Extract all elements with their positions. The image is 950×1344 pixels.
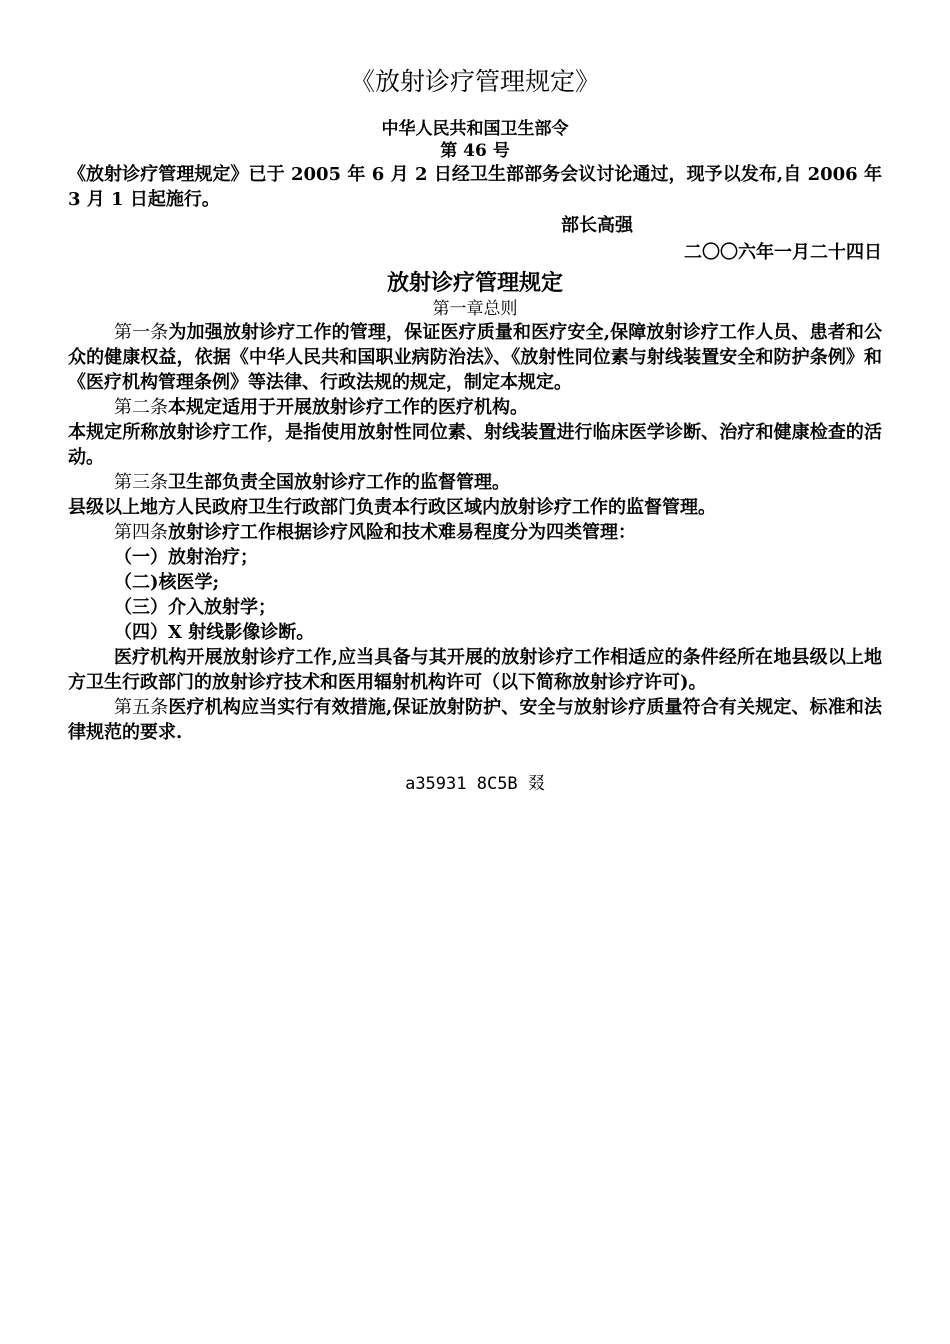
article-2-detail: 本规定所称放射诊疗工作，是指使用放射性同位素、射线装置进行临床医学诊断、治疗和健康检查的活动。 bbox=[68, 422, 882, 468]
document-content bbox=[68, 62, 882, 797]
article-label: 第一条 bbox=[114, 322, 169, 343]
footer-code: a35931 8C5B 叕 bbox=[405, 774, 545, 794]
category-item: （四）X 射线影像诊断。 bbox=[114, 622, 315, 643]
article-5 bbox=[68, 695, 882, 745]
article-text: 为加强放射诊疗工作的管理，保证医疗质量和医疗安全,保障放射诊疗工作人员、患者和公众的健康权益，依据《中华人民共和国职业病防治法》、《放射性同位素与射线装置安全和防护条例》和《医疗机构管理条例》等法律、行政法规的规定，制定本规定。 bbox=[68, 322, 883, 393]
article-2 bbox=[68, 395, 882, 420]
article-text: 本规定适用于开展放射诊疗工作的医疗机构。 bbox=[168, 397, 528, 418]
article-3-detail: 县级以上地方人民政府卫生行政部门负责本行政区域内放射诊疗工作的监督管理。 bbox=[68, 497, 716, 518]
article-label: 第四条 bbox=[114, 522, 168, 543]
article-text: 卫生部负责全国放射诊疗工作的监督管理。 bbox=[168, 472, 510, 493]
category-item: （一）放射治疗； bbox=[114, 547, 258, 568]
signing-date: 二〇〇六年一月二十四日 bbox=[684, 242, 882, 263]
article-text: 放射诊疗工作根据诊疗风险和技术难易程度分为四类管理： bbox=[168, 522, 636, 543]
category-item: （三）介入放射学； bbox=[114, 597, 276, 618]
article-text: 医疗机构应当实行有效措施,保证放射防护、安全与放射诊疗质量符合有关规定、标准和法律规范的要求. bbox=[68, 697, 883, 743]
article-label: 第五条 bbox=[114, 697, 169, 718]
signer: 部长高强 bbox=[561, 215, 633, 236]
article-4 bbox=[68, 520, 882, 545]
order-number: 第 46 号 bbox=[440, 141, 510, 161]
promulgation-paragraph: 《放射诊疗管理规定》已于 2005 年 6 月 2 日经卫生部部务会议讨论通过，现予以发布,自 2006 年 3 月 1 日起施行。 bbox=[68, 164, 882, 210]
chapter-title: 第一章总则 bbox=[432, 299, 518, 319]
article-label: 第三条 bbox=[114, 472, 168, 493]
order-issuer: 中华人民共和国卫生部令 bbox=[381, 119, 569, 139]
article-3 bbox=[68, 470, 882, 495]
regulation-title: 放射诊疗管理规定 bbox=[386, 270, 563, 296]
document-title: 《放射诊疗管理规定》 bbox=[349, 67, 600, 96]
article-4-detail: 医疗机构开展放射诊疗工作,应当具备与其开展的放射诊疗工作相适应的条件经所在地县级以上地方卫生行政部门的放射诊疗技术和医用辐射机构许可（以下简称放射诊疗许可)。 bbox=[68, 647, 882, 693]
category-item: （二)核医学; bbox=[114, 572, 220, 593]
article-label: 第二条 bbox=[114, 397, 168, 418]
article-1 bbox=[68, 320, 882, 395]
